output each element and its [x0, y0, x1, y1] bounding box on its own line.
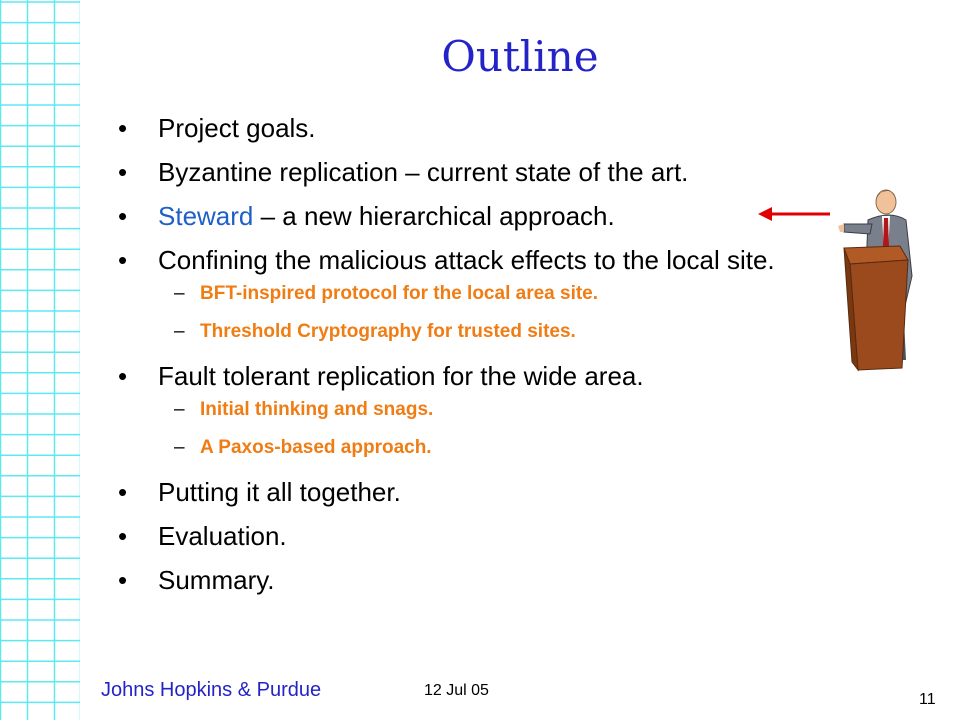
dash-marker: –: [174, 283, 185, 304]
bullet-text: Fault tolerant replication for the wide area.: [158, 361, 644, 391]
bullet-marker: •: [118, 361, 128, 391]
bullet-text: – a new hierarchical approach.: [253, 201, 615, 231]
dash-marker: –: [174, 321, 185, 342]
grid-decoration: [0, 0, 80, 720]
podium-icon: [844, 246, 908, 370]
red-arrow-icon: [758, 207, 830, 221]
steward-highlight: Steward: [158, 201, 254, 231]
sub-bullet-item: [118, 282, 818, 306]
slide-title: Outline: [441, 32, 599, 81]
bullet-item: [118, 112, 818, 144]
dash-marker: –: [174, 399, 185, 420]
sub-bullet-text: Threshold Cryptography for trusted sites.: [200, 321, 576, 342]
bullet-text: Putting it all together.: [158, 477, 401, 507]
bullet-text: Evaluation.: [158, 521, 287, 551]
bullet-marker: •: [118, 113, 128, 143]
sub-bullet-item: [118, 398, 818, 422]
bullet-text: Confining the malicious attack effects to the local site.: [158, 245, 775, 275]
sub-bullet-text: BFT-inspired protocol for the local area site.: [200, 283, 599, 304]
sub-bullet-item: [118, 436, 818, 460]
sub-bullet-item: [118, 320, 818, 344]
footer-institutions: Johns Hopkins & Purdue: [101, 679, 322, 701]
footer-date: 12 Jul 05: [424, 682, 489, 699]
bullet-text: Project goals.: [158, 113, 316, 143]
bullet-marker: •: [118, 201, 128, 231]
bullet-item: [118, 200, 818, 232]
bullet-item: [118, 476, 818, 508]
bullet-marker: •: [118, 157, 128, 187]
bullet-item: [118, 360, 818, 392]
bullet-list: [118, 112, 818, 608]
dash-marker: –: [174, 437, 185, 458]
sub-bullet-text: Initial thinking and snags.: [200, 399, 434, 420]
bullet-text: Byzantine replication – current state of the art.: [158, 157, 689, 187]
bullet-marker: •: [118, 521, 128, 551]
bullet-marker: •: [118, 477, 128, 507]
bullet-item: [118, 564, 818, 596]
sub-bullet-text: A Paxos-based approach.: [200, 437, 432, 458]
bullet-marker: •: [118, 245, 128, 275]
bullet-item: [118, 156, 818, 188]
bullet-item: [118, 520, 818, 552]
bullet-text: Summary.: [158, 565, 275, 595]
bullet-marker: •: [118, 565, 128, 595]
page-number: 11: [919, 691, 936, 708]
presenter-clipart: [740, 180, 920, 380]
bullet-item: [118, 244, 788, 276]
